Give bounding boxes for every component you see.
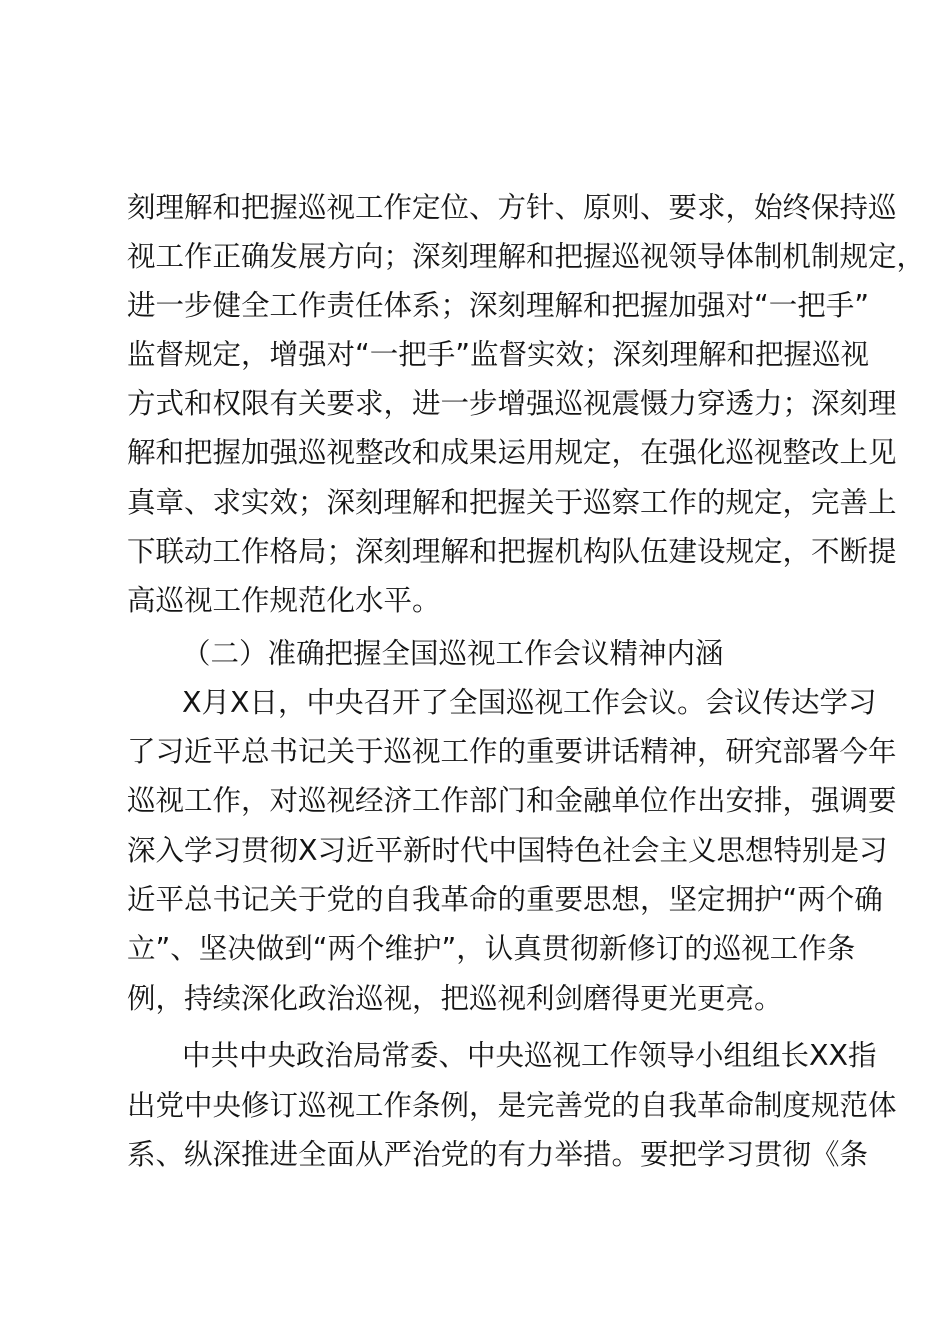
- paragraph-line: 例，持续深化政治巡视，把巡视利剑磨得更光更亮。: [127, 982, 783, 1015]
- paragraph-line: 方式和权限有关要求，进一步增强巡视震慑力穿透力；深刻理: [127, 387, 897, 420]
- paragraph-line: 中共中央政治局常委、中央巡视工作领导小组组长XX指: [182, 1039, 877, 1072]
- paragraph-line: 进一步健全工作责任体系；深刻理解和把握加强对“一把手”: [127, 289, 870, 322]
- paragraph-line: X月X日，中央召开了全国巡视工作会议。会议传达学习: [182, 686, 877, 719]
- paragraph-line: 近平总书记关于党的自我革命的重要思想，坚定拥护“两个确: [127, 883, 883, 916]
- paragraph-line: 深入学习贯彻X习近平新时代中国特色社会主义思想特别是习: [127, 834, 888, 867]
- paragraph-line: 了习近平总书记关于巡视工作的重要讲话精神，研究部署今年: [127, 735, 897, 768]
- section-heading: （二）准确把握全国巡视工作会议精神内涵: [182, 637, 724, 670]
- paragraph-line: 下联动工作格局；深刻理解和把握机构队伍建设规定，不断提: [127, 535, 897, 568]
- paragraph-line: 高巡视工作规范化水平。: [127, 584, 441, 617]
- paragraph-line: 监督规定，增强对“一把手”监督实效；深刻理解和把握巡视: [127, 338, 870, 371]
- paragraph-line: 真章、求实效；深刻理解和把握关于巡察工作的规定，完善上: [127, 486, 897, 519]
- paragraph-line: 视工作正确发展方向；深刻理解和把握巡视领导体制机制规定，: [127, 240, 926, 273]
- paragraph-line: 立”、坚决做到“两个维护”，认真贯彻新修订的巡视工作条: [127, 932, 856, 965]
- paragraph-line: 刻理解和把握巡视工作定位、方针、原则、要求，始终保持巡: [127, 191, 897, 224]
- paragraph-line: 系、纵深推进全面从严治党的有力举措。要把学习贯彻《条: [127, 1138, 869, 1171]
- paragraph-line: 解和把握加强巡视整改和成果运用规定，在强化巡视整改上见: [127, 436, 897, 469]
- paragraph-line: 出党中央修订巡视工作条例，是完善党的自我革命制度规范体: [127, 1089, 897, 1122]
- paragraph-line: 巡视工作，对巡视经济工作部门和金融单位作出安排，强调要: [127, 784, 897, 817]
